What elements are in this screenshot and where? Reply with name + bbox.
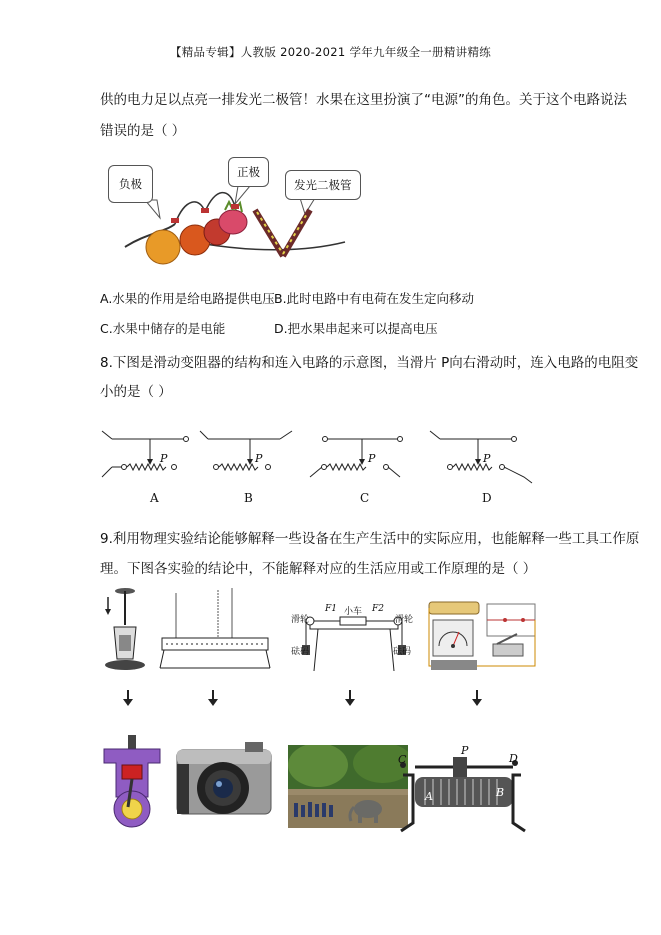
slider-label-b: P (255, 452, 263, 465)
positive-callout-tail (235, 186, 250, 204)
clip-2 (201, 208, 209, 213)
negative-callout: 负极 (108, 165, 153, 203)
q9-text-line2: 理。下图各实验的结论中，不能解释对应的生活应用或工作原理的是（ ） (100, 561, 537, 577)
camera-image (175, 740, 273, 820)
weight-label-right: 砝码 (393, 647, 412, 657)
diagram-label-c: C (360, 491, 370, 505)
arrow-down-1 (122, 690, 134, 710)
pulley-label-right: 滑轮 (395, 615, 414, 625)
weight-label-left: 砝码 (291, 647, 310, 657)
led-callout: 发光二极管 (285, 170, 361, 200)
crowd-elephant-photo (288, 745, 408, 828)
rheostat-diagram-a (102, 431, 189, 477)
q7-text-line1: 供的电力足以点亮一排发光二极管！水果在这里扮演了“电源”的角色。关于这个电路说法 (100, 92, 627, 108)
force-f2-label: F2 (372, 604, 384, 614)
q7-text-line2: 错误的是（ ） (100, 123, 186, 139)
experiment-1-figure (100, 585, 150, 675)
slider-label-d: P (483, 452, 491, 465)
rheostat-label-a: A (425, 790, 433, 803)
wire-1 (175, 202, 205, 224)
arrow-down-2 (207, 690, 219, 710)
q7-option-a[interactable]: A.水果的作用是给电路提供电压 (100, 291, 275, 306)
engine-cutaway-image (100, 735, 165, 830)
arrow-down-3 (344, 690, 356, 710)
orange-fruit (146, 230, 180, 264)
rheostat-label-p: P (461, 744, 469, 757)
clip-1 (171, 218, 179, 223)
q9-text-line1: 9.利用物理实验结论能够解释一些设备在生产生活中的实际应用，也能解释一些工具工作原 (100, 531, 640, 547)
rheostat-label-c: C (398, 753, 407, 766)
dragonfruit (219, 210, 247, 234)
wire-2 (205, 193, 235, 212)
arrow-down-4 (471, 690, 483, 710)
q8-text-line2: 小的是（ ） (100, 384, 172, 400)
diagram-label-d: D (482, 491, 492, 505)
rheostat-label-d: D (509, 752, 518, 765)
rheostat-diagram-d (430, 431, 532, 483)
pulley-label-left: 滑轮 (291, 615, 310, 625)
force-f1-label: F1 (325, 604, 337, 614)
clip-3 (231, 204, 239, 209)
q7-option-b[interactable]: B.此时电路中有电荷在发生定向移动 (274, 291, 475, 306)
slider-label-c: P (368, 452, 376, 465)
q7-option-c[interactable]: C.水果中储存的是电能 (100, 321, 226, 336)
q8-text-line1: 8.下图是滑动变阻器的结构和连入电路的示意图，当滑片 P向右滑动时，连入电路的电阻变 (100, 355, 639, 371)
rheostat-diagram-c (310, 437, 403, 478)
cart-label: 小车 (344, 607, 363, 617)
slider-label-a: P (160, 452, 168, 465)
experiment-4-figure (425, 598, 540, 676)
diagram-label-a: A (150, 491, 159, 505)
rheostat-diagram-b (200, 431, 292, 470)
page-header: 【精品专辑】人教版 2020-2021 学年九年级全一册精讲精练 (169, 45, 492, 59)
rheostat-diagrams (100, 425, 540, 515)
experiment-2-figure (158, 588, 273, 678)
positive-callout: 正极 (228, 157, 269, 187)
q7-option-d[interactable]: D.把水果串起来可以提高电压 (274, 321, 438, 336)
rheostat-label-b: B (496, 786, 505, 799)
diagram-label-b: B (244, 491, 253, 505)
